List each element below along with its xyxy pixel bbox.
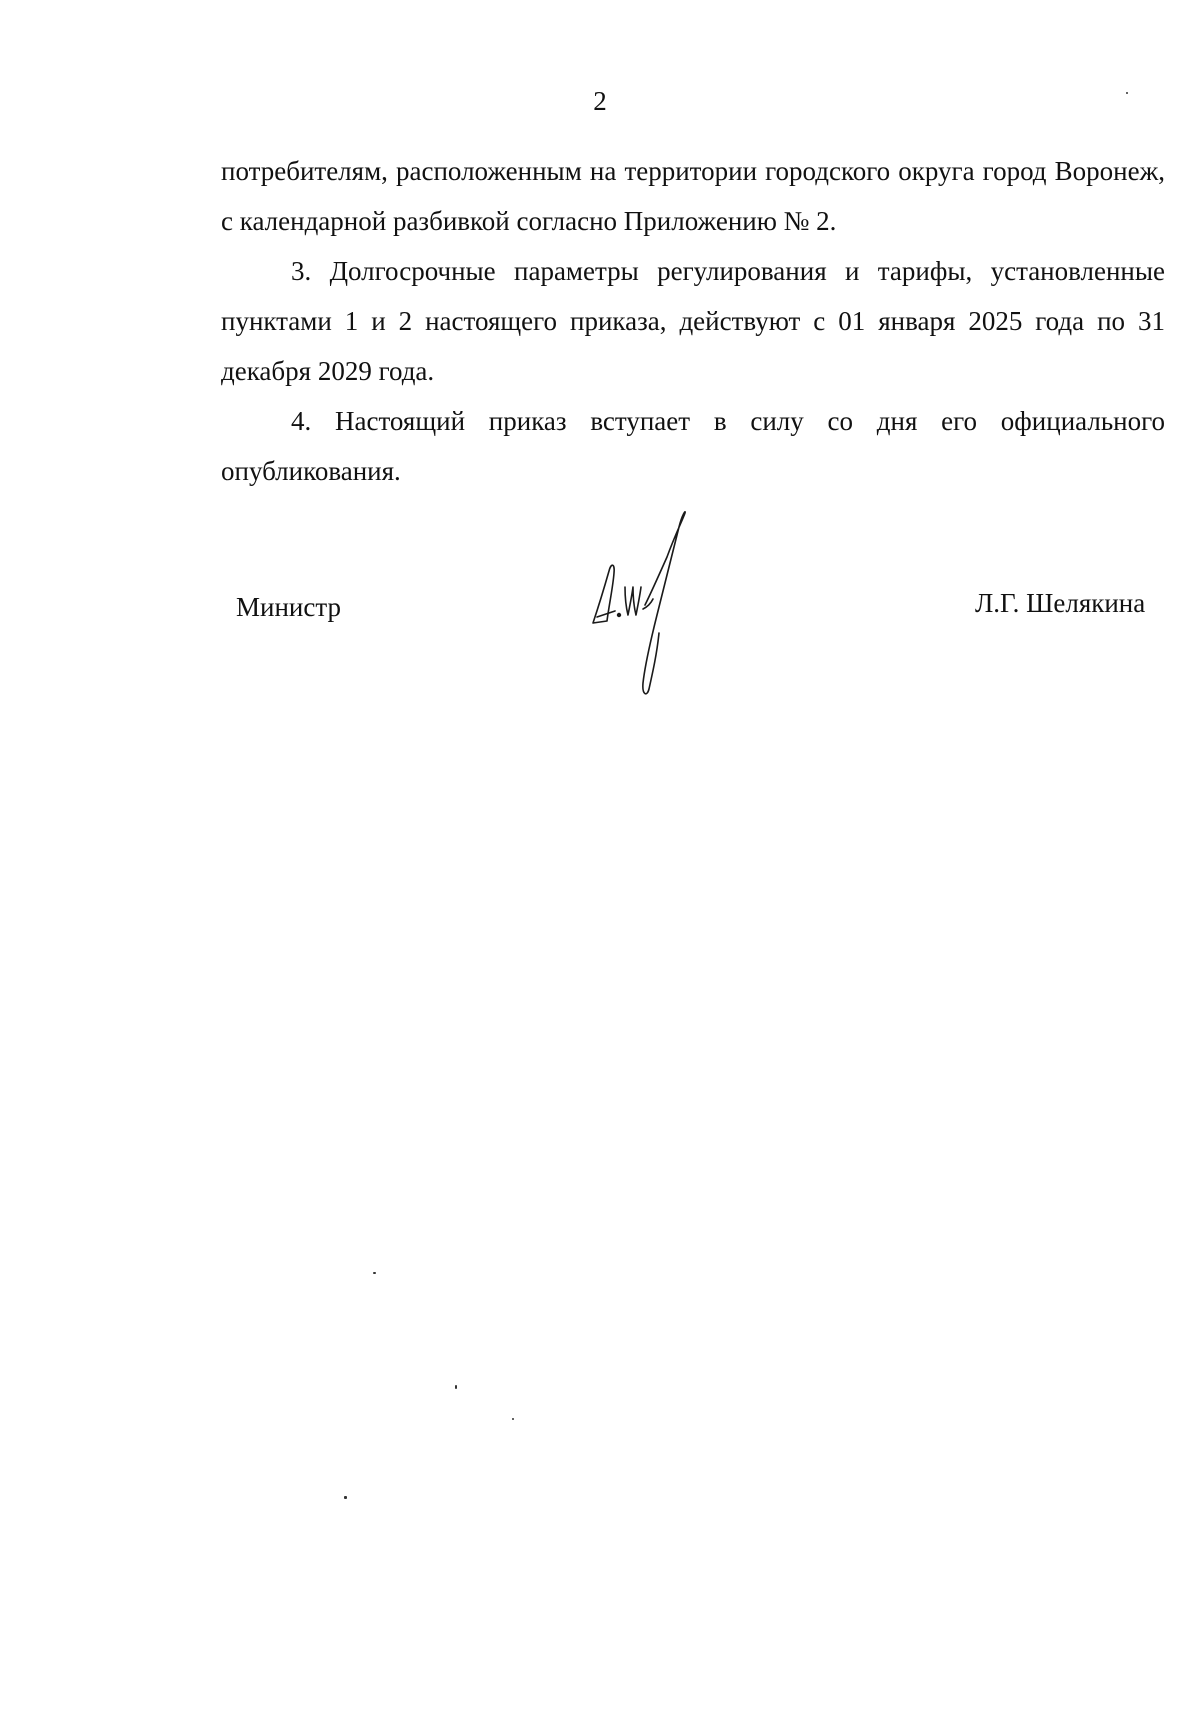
scan-speck (344, 1496, 347, 1499)
document-body (221, 146, 1165, 496)
scan-speck (512, 1418, 514, 1420)
paragraph-continuation: потребителям, расположенным на территории городского округа город Воронеж, с календарной разбивкой согласно Приложению № 2. (221, 156, 1165, 236)
page-number: 2 (593, 86, 607, 116)
scan-speck (1126, 92, 1128, 94)
handwritten-signature (585, 505, 735, 705)
paragraph-item-3: 3. Долгосрочные параметры регулирования и тарифы, установленные пунктами 1 и 2 настоящего приказа, действуют с 01 января 2025 года по 31 декабря 2029 года. (221, 256, 1165, 386)
scan-speck (373, 1272, 376, 1274)
signatory-name: Л.Г. Шелякина (975, 588, 1146, 618)
paragraph-item-4: 4. Настоящий приказ вступает в силу со дня его официального опубликования. (221, 406, 1165, 486)
scan-speck (455, 1385, 457, 1389)
signatory-title: Министр (236, 592, 341, 622)
